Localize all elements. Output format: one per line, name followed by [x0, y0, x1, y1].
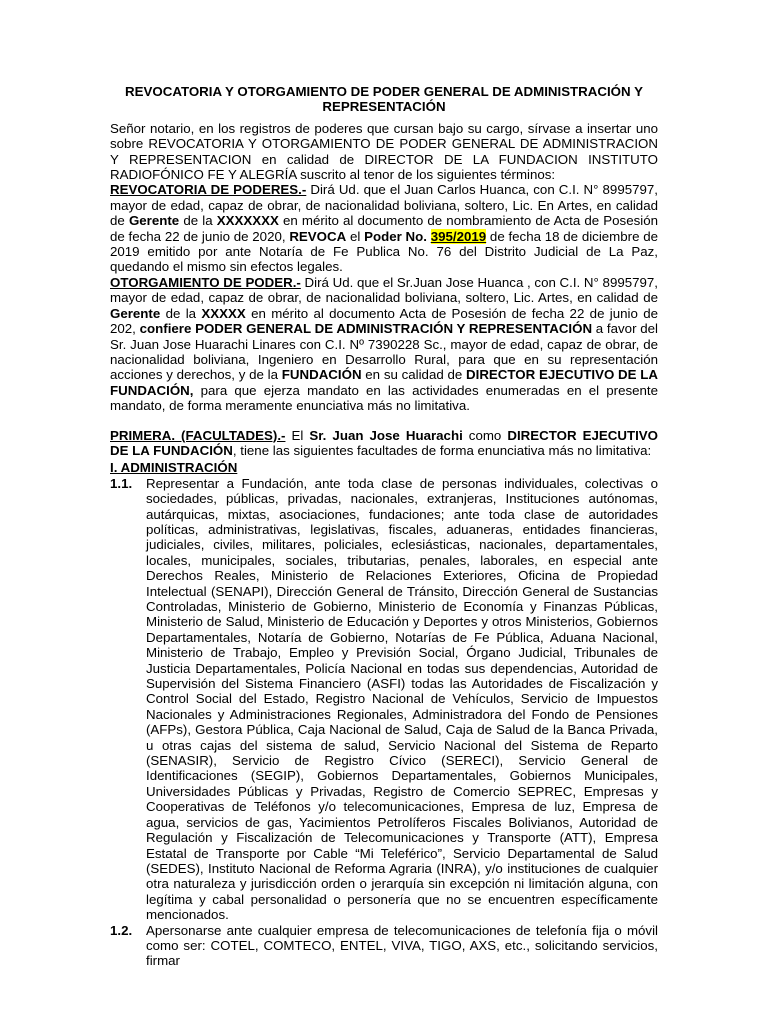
text-run: de fecha 18 de diciembre de 2019 emitido por ante Notaría de Fe Publica No. 76 del Distrito Judicial de La Paz, quedando el mismo sin efectos legales.: [110, 228, 659, 275]
text-run: en mérito al documento Acta de Posesión de fecha 22 de junio de 202,: [110, 305, 658, 337]
bold-run: DIRECTOR EJECUTIVO DE LA FUNDACIÓN: [110, 427, 658, 458]
text-run: el: [346, 228, 365, 244]
bold-run: Gerente: [128, 213, 180, 229]
text-run: Dirá Ud. que el Sr.Juan Jose Huanca , con C.I. N° 8995797, mayor de edad, capaz de obrar, de nacionalidad boliviana, soltero, Lic. Artes, en calidad de: [110, 274, 659, 306]
revocatoria-paragraph: [110, 182, 658, 274]
text-run: de la: [160, 305, 202, 321]
text-run: como: [462, 427, 508, 443]
bold-run: REVOCA: [289, 228, 347, 244]
paragraph-gap: [110, 414, 658, 428]
highlighted-poder-number: 395/2019: [430, 228, 487, 244]
intro-paragraph: Señor notario, en los registros de poderes que cursan bajo su cargo, sírvase a insertar uno sobre REVOCATORIA Y OTORGAMIENTO DE PODER GENERAL DE ADMINISTRACION Y REPRESENTACION en calidad de DIRECTOR DE LA FUNDACION INSTITUTO RADIOFÓNICO FE Y ALEGRÍA suscrito al tenor de los siguientes términos:: [110, 120, 658, 183]
bold-run: XXXXXXX: [216, 213, 279, 229]
bold-run: DIRECTOR EJECUTIVO DE LA FUNDACIÓN,: [110, 367, 658, 398]
text-run: de la: [179, 213, 217, 229]
document-page: [110, 84, 658, 969]
text-run: para que ejerza mandato en las actividades enumeradas en el presente mandato, de forma meramente enunciativa más no limitativa.: [110, 382, 658, 414]
revocatoria-heading: REVOCATORIA DE PODERES.-: [110, 182, 307, 198]
document-title: REVOCATORIA Y OTORGAMIENTO DE PODER GENERAL DE ADMINISTRACIÓN Y REPRESENTACIÓN: [125, 84, 643, 115]
text-run: en su calidad de: [361, 367, 467, 383]
item-text: Apersonarse ante cualquier empresa de telecomunicaciones de telefonía fija o móvil como ser: COTEL, COMTECO, ENTEL, VIVA, TIGO, AXS, etc., solicitando servicios, firmar: [146, 922, 658, 969]
otorgamiento-paragraph: [110, 275, 658, 414]
section-heading-administracion: I. ADMINISTRACIÓN: [110, 460, 238, 476]
primera-paragraph: [110, 428, 658, 459]
bold-run: FUNDACIÓN: [281, 367, 362, 383]
bold-run: Gerente: [110, 305, 161, 321]
list-item: [110, 923, 658, 969]
bold-run: Sr. Juan Jose Huarachi: [309, 427, 463, 443]
text-run: Dirá Ud. que el Juan Carlos Huanca, con C.I. N° 8995797, mayor de edad, capaz de obrar, de nacionalidad boliviana, soltero, Lic. En Artes, en calidad de: [110, 182, 658, 229]
bold-run: Poder No.: [364, 228, 427, 244]
text-run: El: [285, 427, 310, 443]
item-text: Representar a Fundación, ante toda clase de personas individuales, colectivas o sociedades, públicas, privadas, nacionales, extranjeras, Instituciones autónomas, autárquicas, mixtas, asociaciones, fundaciones; ante toda clase de autoridades políticas, administrativas, legislativas, fiscales, aduaneras, entidades financieras, judiciales, civiles, militares, policiales, eclesiásticas, nacionales, departamentales, locales, municipales, sociales, tributarias, penales, laborales, en especial ante Derechos Reales, Ministerio de Relaciones Exteriores, Oficina de Propiedad Intelectual (SENAPI), Dirección General de Tránsito, Dirección General de Sustancias Controladas, Ministerio de Gobierno, Ministerio de Economía y Finanzas Públicas, Ministerio de Salud, Ministerio de Educación y Deportes y otros Ministerios, Gobiernos Departamentales, Notaría de Gobierno, Notarías de Fe Pública, Aduana Nacional, Ministerio de Trabajo, Empleo y Previsión Social, Órgano Judicial, Tribunales de Justicia Departamentales, Policía Nacional en todas sus dependencias, Autoridad de Supervisión del Sistema Financiero (ASFI) todas las Autoridades de Fiscalización y Control Social del Estado, Registro Nacional de Vehículos, Servicio de Impuestos Nacionales y Administraciones Regionales, Administradora del Fondo de Pensiones (AFPs), Gestora Pública, Caja Nacional de Salud, Caja de Salud de la Banca Privada, u otras cajas del sistema de salud, Servicio Nacional del Sistema de Reparto (SENASIR), Servicio de Registro Cívico (SERECI), Servicio General de Identificaciones (SEGIP), Gobiernos Departamentales, Gobiernos Municipales, Universidades Públicas y Privadas, Registro de Comercio SEPREC, Empresas y Cooperativas de Teléfonos y/o telecomunicaciones, Empresa de luz, Empresa de agua, servicios de gas, Yacimientos Petrolíferos Fiscales Bolivianos, Autoridad de Regulación y Fiscalización de Telecomunicaciones y Transporte (ATT), Empresa Estatal de Transporte por Cable “Mi Teleférico”, Servicio Departamental de Salud (SEDES), Instituto Nacional de Reforma Agraria (INRA), y/o instituciones de cualquier otra naturaleza y jurisdicción orden o jerarquía sin excepción ni limitación alguna, con legítima y cabal personalidad o personería que no se encuentren específicamente mencionados.: [146, 475, 658, 923]
item-number: 1.2.: [110, 922, 133, 938]
text-run: a favor del Sr. Juan Jose Huarachi Linares con C.I. Nº 7390228 Sc., mayor de edad, capaz de obrar, de nacionalidad boliviana, Ingeniero en Desarrollo Rural, para que en su representación acciones y derechos, y de la: [110, 321, 658, 383]
list-item: [110, 476, 658, 923]
text-run: en mérito al documento de nombramiento de Acta de Posesión de fecha 22 de junio de 2020,: [110, 213, 658, 244]
bold-run: XXXXX: [201, 305, 246, 321]
bold-run: confiere PODER GENERAL DE ADMINISTRACIÓN Y REPRESENTACIÓN: [139, 321, 593, 337]
primera-heading: PRIMERA. (FACULTADES).-: [110, 427, 286, 443]
item-number: 1.1.: [110, 475, 133, 491]
otorgamiento-heading: OTORGAMIENTO DE PODER.-: [110, 274, 301, 290]
text-run: , tiene las siguientes facultades de forma enunciativa más no limitativa:: [232, 442, 652, 458]
